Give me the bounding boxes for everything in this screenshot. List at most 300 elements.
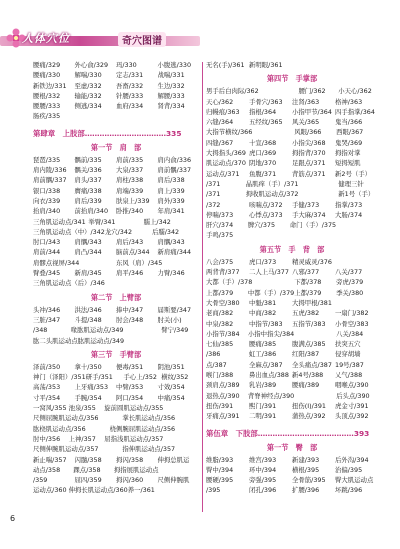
index-entry: 拇收肌运动点/372 xyxy=(245,190,299,199)
index-row xyxy=(206,189,378,199)
index-entry: 横根/395 xyxy=(292,465,320,474)
index-entry: 肩端/339 xyxy=(116,186,144,195)
index-entry: 小腹逃/330 xyxy=(157,61,192,69)
index-entry: 肘口/343 xyxy=(33,238,61,247)
index-row xyxy=(206,138,378,148)
index-entry: 肩内俞/336 xyxy=(157,155,192,164)
index-entry xyxy=(175,424,199,434)
index-entry: 八邪/377 xyxy=(292,268,320,277)
index-entry: 运动点/371 xyxy=(206,169,240,178)
section-heading: 第一节 肩 部 xyxy=(90,142,142,152)
index-entry: 鼻出血点/388 xyxy=(249,371,289,380)
index-entry: 肘关(小) xyxy=(157,315,182,324)
index-entry: 肩柱/338 xyxy=(116,176,144,185)
index-row xyxy=(206,148,378,158)
index-entry: 阿口/354 xyxy=(116,393,144,402)
index-entry xyxy=(259,86,299,96)
index-entry: 小指节/384 xyxy=(206,329,240,338)
index-entry: 后外沟/394 xyxy=(335,455,369,464)
index-entry: 健理三针 xyxy=(338,179,364,188)
index-entry: 解腰/333 xyxy=(157,91,185,100)
index-entry: 屈指浅肌运动点/357 xyxy=(104,434,164,443)
index-row xyxy=(206,339,378,349)
index-entry: 肩前/344 xyxy=(33,248,61,257)
index-row xyxy=(206,455,378,465)
index-entry: 力臂/346 xyxy=(157,269,185,278)
index-entry: 膺痛/338 xyxy=(74,186,102,195)
index-entry: 虎口/369 xyxy=(249,149,277,158)
index-entry: 新2号（手） xyxy=(335,169,372,178)
index-entry: 大都（手）/378 xyxy=(206,278,253,287)
index-entry: 腰痛/329 xyxy=(33,61,61,69)
index-row xyxy=(206,360,378,370)
right-column xyxy=(206,60,378,496)
index-entry: 肩前/335 xyxy=(116,155,144,164)
index-entry: 季关/380 xyxy=(336,288,364,297)
index-row xyxy=(206,465,378,475)
index-entry: 伸拇长肌运动点/360 xyxy=(68,486,128,495)
index-entry: 短拇短肌 xyxy=(335,159,361,168)
index-entry: 全头痛点/387 xyxy=(292,360,332,369)
index-row xyxy=(33,315,199,325)
index-entry xyxy=(298,179,338,189)
index-entry: 两背背/377 xyxy=(206,268,240,277)
index-row xyxy=(33,247,199,257)
index-entry: 肩后/338 xyxy=(157,176,185,185)
index-entry: 手鸣/375 xyxy=(206,231,234,240)
index-entry: 男手后白肉际/362 xyxy=(206,87,259,96)
index-row xyxy=(33,155,199,165)
index-entry: /372 xyxy=(206,200,221,209)
index-row xyxy=(33,475,199,485)
index-entry: 髃关/336 xyxy=(74,166,102,175)
index-row xyxy=(33,175,199,185)
index-entry xyxy=(249,230,292,240)
index-entry: 臂叠/345 xyxy=(33,269,61,278)
index-row xyxy=(206,200,378,210)
index-entry: 肝穴/374 xyxy=(206,221,234,230)
index-row xyxy=(206,158,378,168)
index-entry: 五虎/382 xyxy=(292,309,320,318)
index-entry: 四手指掌/364 xyxy=(335,107,375,116)
index-entry: 肘会/348 xyxy=(116,315,144,324)
index-entry: 拇闪/358 xyxy=(116,455,144,464)
index-entry xyxy=(105,278,136,288)
index-entry: 高荡/353 xyxy=(33,383,61,392)
index-entry: 拇指背/370 xyxy=(292,149,326,158)
index-entry: 头顶点/392 xyxy=(335,412,369,421)
index-row xyxy=(206,127,378,137)
index-entry: 桡侧腕屈肌运动点/356 xyxy=(109,424,176,433)
section-heading: 第四节 手掌部 xyxy=(266,74,318,84)
index-row xyxy=(33,444,199,454)
index-row xyxy=(206,380,378,390)
index-entry: 十宣/368 xyxy=(249,138,277,147)
index-entry: 举臂/341 xyxy=(88,217,116,226)
index-entry xyxy=(162,258,199,268)
index-entry: 臀中/394 xyxy=(206,465,234,474)
index-entry: 全骨筋/395 xyxy=(292,476,326,485)
index-rows xyxy=(206,257,378,422)
index-entry: 大拇指头/369 xyxy=(206,149,246,158)
index-entry: 输能/332 xyxy=(74,91,102,100)
index-entry: 动点/358 xyxy=(33,465,61,474)
index-entry: 肤泉上/339 xyxy=(116,196,150,205)
index-entry: 六缝/364 xyxy=(206,118,234,127)
index-row xyxy=(33,206,199,216)
index-entry xyxy=(124,336,149,346)
column-divider xyxy=(202,62,203,512)
index-entry: 拇指对掌 xyxy=(335,149,361,158)
index-entry: 肩前髃/337 xyxy=(157,166,192,175)
index-entry: 洪法/346 xyxy=(74,305,102,314)
index-entry: 髃前/335 xyxy=(74,155,102,164)
index-entry: 注肾/363 xyxy=(292,97,320,106)
index-rows xyxy=(33,60,199,122)
index-entry: 咽喉点/390 xyxy=(335,381,369,390)
index-row xyxy=(33,165,199,175)
index-entry: 鬼当/366 xyxy=(335,118,363,127)
index-row xyxy=(33,336,199,346)
index-row xyxy=(33,393,199,403)
index-entry: 血府/334 xyxy=(116,102,144,111)
index-entry: 手骨穴/363 xyxy=(249,97,283,106)
left-column xyxy=(33,60,199,496)
index-entry xyxy=(335,230,378,240)
index-entry: 停喘/373 xyxy=(206,210,234,219)
index-entry: 小天心/362 xyxy=(338,87,372,96)
index-entry: 腰门/362 xyxy=(298,87,326,96)
index-entry: 老商/382 xyxy=(206,309,234,318)
index-entry: 咳喘点/372 xyxy=(249,200,283,209)
index-rows xyxy=(33,155,199,289)
index-entry: /371 xyxy=(206,179,221,188)
index-entry: 风关/365 xyxy=(292,118,320,127)
index-entry: 足跟点/371 xyxy=(292,159,326,168)
index-entry xyxy=(294,329,336,339)
index-entry: 运动点/360 xyxy=(33,486,67,495)
index-entry: 银口/338 xyxy=(33,186,61,195)
index-entry: 手心上/352 xyxy=(123,373,157,382)
index-entry: 天心/362 xyxy=(206,97,234,106)
index-entry: 后头点/390 xyxy=(336,391,370,400)
index-entry: 指根/364 xyxy=(249,107,277,116)
index-entry: 肱桡肌运动点/356 xyxy=(33,424,86,433)
index-entry: 大骨空/380 xyxy=(206,298,240,307)
index-entry: 旁虎/379 xyxy=(336,278,364,287)
index-entry: 龙穴/342 xyxy=(104,227,133,236)
index-row xyxy=(206,401,378,411)
index-entry: 生边/332 xyxy=(157,81,185,90)
index-row xyxy=(206,169,378,179)
page-header xyxy=(0,28,200,58)
index-entry xyxy=(75,111,117,121)
index-entry: 小指中指尖/384 xyxy=(247,329,295,338)
index-rows xyxy=(206,86,378,240)
index-entry: 向衣/339 xyxy=(33,196,61,205)
index-row xyxy=(206,86,378,96)
index-row xyxy=(206,298,378,308)
index-row xyxy=(206,220,378,230)
index-entry: 肩凸/344 xyxy=(74,248,102,257)
index-row xyxy=(33,268,199,278)
index-entry: 横纹/352 xyxy=(161,373,189,382)
index-row xyxy=(206,277,378,287)
index-entry: 背脊神经点/390 xyxy=(247,391,295,400)
index-entry: 臑上/342 xyxy=(143,217,171,226)
index-entry: 至虚/332 xyxy=(74,81,102,90)
index-entry: 肩平/346 xyxy=(116,269,144,278)
index-entry: 手健/373 xyxy=(292,200,320,209)
index-entry: 下都/378 xyxy=(294,278,322,287)
index-entry: 解喘/330 xyxy=(74,71,102,80)
index-entry: 鬼哭/369 xyxy=(335,138,363,147)
index-entry: 一窝风/355 xyxy=(33,404,67,413)
index-entry: 19号/387 xyxy=(335,360,364,369)
index-entry: 归幔痕/363 xyxy=(206,107,240,116)
index-row xyxy=(33,81,199,91)
index-entry: 三角肌运动点（后）/346 xyxy=(33,279,105,288)
index-entry xyxy=(116,111,158,121)
index-entry: 坏跳/396 xyxy=(335,486,363,495)
index-entry: 池泉/355 xyxy=(68,404,96,413)
index-entry: 一扇门/382 xyxy=(335,309,369,318)
index-entry: 七仙/385 xyxy=(206,340,234,349)
index-row xyxy=(206,329,378,339)
index-entry xyxy=(163,403,199,413)
index-entry: 脾穴/375 xyxy=(247,221,276,230)
index-entry: 大拇甲根/381 xyxy=(292,298,332,307)
index-entry: 定志/331 xyxy=(116,71,144,80)
index-entry xyxy=(163,485,199,495)
section-heading: 第五节 手 背 部 xyxy=(259,244,325,254)
index-row xyxy=(206,319,378,329)
index-entry: 虎口/373 xyxy=(249,257,277,266)
index-entry xyxy=(123,325,161,335)
index-entry: 小指甲节/364 xyxy=(292,107,332,116)
index-entry: 闭孔/396 xyxy=(249,486,277,495)
index-entry: 神门（泽阳）/351 xyxy=(33,373,86,382)
index-entry: 肠疾/335 xyxy=(33,112,61,121)
index-row xyxy=(206,485,378,495)
index-row xyxy=(33,91,199,101)
index-entry: 肩髃/343 xyxy=(74,238,102,247)
index-row xyxy=(33,217,199,227)
index-entry: 卧推/340 xyxy=(116,207,144,216)
index-entry xyxy=(86,424,110,434)
index-entry: 侵穿胡墙 xyxy=(335,350,361,359)
index-row xyxy=(33,111,199,121)
index-entry: 手腕/354 xyxy=(74,393,102,402)
index-row xyxy=(33,186,199,196)
index-entry: 中魁/381 xyxy=(249,298,277,307)
index-entry: 肩头/337 xyxy=(74,176,102,185)
index-entry: 肩髎点视屏/344 xyxy=(33,258,80,267)
index-entry: 脑前点/344 xyxy=(116,248,150,257)
index-entry: 新肩/345 xyxy=(74,269,102,278)
index-entry xyxy=(168,278,199,288)
index-entry xyxy=(163,434,199,444)
index-entry: 肱二头肌运动点肱肌运动点/349 xyxy=(33,336,125,345)
index-entry: 新铁边/331 xyxy=(33,81,67,90)
index-entry: 伸拇总肌运 xyxy=(157,455,190,464)
index-entry: 尺侧伸腕肌运动点/357 xyxy=(33,445,99,454)
index-entry: 屈四/359 xyxy=(74,476,102,485)
index-row xyxy=(33,196,199,206)
index-entry: 拇指展肌运动点 xyxy=(113,465,159,474)
index-entry: 心悸点/373 xyxy=(249,210,283,219)
index-entry: 玛/330 xyxy=(116,61,137,69)
index-entry: 虎金寸/391 xyxy=(335,401,369,410)
index-entry: 中泉/382 xyxy=(206,319,234,328)
index-entry: 二人上马/377 xyxy=(249,268,289,277)
index-entry: 战喘/331 xyxy=(157,71,185,80)
index-entry: 中都（手）/379 xyxy=(247,288,295,297)
index-entry: 侧逃/334 xyxy=(74,102,102,111)
index-entry: 年肩/341 xyxy=(157,207,185,216)
section-heading: 第三节 手臂部 xyxy=(90,349,142,359)
index-entry: 颈肩点/389 xyxy=(206,381,240,390)
index-row xyxy=(206,60,378,70)
index-row xyxy=(206,107,378,117)
index-entry: 肘中/356 xyxy=(33,434,61,443)
index-entry: /348 xyxy=(33,326,48,335)
chapter-heading: 第伍章 下肢部…………………………………393 xyxy=(206,428,370,438)
index-entry: 环中/394 xyxy=(249,465,277,474)
index-entry: 治偏/395 xyxy=(335,465,363,474)
index-entry: 琵琶/335 xyxy=(33,155,61,164)
index-entry: 腰腰/333 xyxy=(33,102,61,111)
index-entry: 指掌/373 xyxy=(335,200,363,209)
index-entry: 腰痛/385 xyxy=(249,340,277,349)
book-logo: 人体穴位 xyxy=(22,32,70,45)
index-row xyxy=(206,308,378,318)
index-entry: 上神/357 xyxy=(68,434,96,443)
index-row xyxy=(33,258,199,268)
index-row xyxy=(206,257,378,267)
index-entry: 维宫/393 xyxy=(249,455,277,464)
index-row xyxy=(206,267,378,277)
index-entry: 手大麻/374 xyxy=(292,210,326,219)
index-entry: 无名(手)/361 xyxy=(206,61,245,69)
index-row xyxy=(206,117,378,127)
index-entry: 新明眼/361 xyxy=(249,61,283,69)
index-entry: 中痛/354 xyxy=(157,393,185,402)
index-row xyxy=(206,475,378,485)
index-row xyxy=(33,465,199,475)
index-entry xyxy=(292,230,335,240)
index-entry xyxy=(298,189,338,199)
index-entry: 尺侧屈腕肌运动点/356 xyxy=(33,414,99,423)
index-entry: 腹满点/385 xyxy=(292,340,326,349)
index-row xyxy=(33,227,199,237)
index-entry xyxy=(174,336,199,346)
index-row xyxy=(206,288,378,298)
index-entry: 后臑/342 xyxy=(151,227,180,236)
index-entry: /395 xyxy=(206,486,221,495)
index-row xyxy=(33,237,199,247)
index-row xyxy=(33,305,199,315)
index-entry: 虹工/386 xyxy=(249,350,277,359)
index-entry: 八关/384 xyxy=(336,329,364,338)
index-entry: /386 xyxy=(206,350,221,359)
index-row xyxy=(33,101,199,111)
index-entry: 维脂/393 xyxy=(206,455,234,464)
index-entry xyxy=(79,258,116,268)
index-entry: 掌长肌运动点/356 xyxy=(122,414,176,423)
index-entry: 上都/379 xyxy=(206,288,234,297)
index-row xyxy=(33,325,199,335)
index-row xyxy=(206,411,378,421)
index-entry: 四缝/367 xyxy=(206,138,234,147)
index-entry: 尺侧伸腕肌 xyxy=(157,476,190,485)
index-entry: 前抬肩/340 xyxy=(74,207,109,216)
index-rows xyxy=(33,305,199,346)
index-row xyxy=(206,210,378,220)
index-entry: 五经纹/365 xyxy=(249,118,283,127)
index-entry xyxy=(175,413,199,423)
index-row xyxy=(33,60,199,70)
index-entry xyxy=(335,257,378,267)
index-entry: 三脏/347 xyxy=(33,315,61,324)
index-entry: 退热点/390 xyxy=(206,391,240,400)
index-entry: 捧中/347 xyxy=(116,305,144,314)
index-entry: 肩后/339 xyxy=(74,196,102,205)
index-entry: 中臂/353 xyxy=(116,383,144,392)
index-entry xyxy=(335,60,378,70)
index-row xyxy=(33,424,199,434)
index-entry: 扭伤(I)/391 xyxy=(292,401,327,410)
index-entry: 肩外/339 xyxy=(157,196,185,205)
index-entry: 腰根/332 xyxy=(33,91,61,100)
section-heading: 第一节 臀 部 xyxy=(266,442,318,452)
index-row xyxy=(33,372,199,382)
index-entry: 肩上/339 xyxy=(157,186,185,195)
index-entry: 大泉/337 xyxy=(116,166,144,175)
index-entry: 八关/377 xyxy=(335,268,363,277)
index-entry: 五指节/383 xyxy=(292,319,326,328)
index-entry: 新1号（手） xyxy=(338,190,375,199)
index-entry: 鱼腹/371 xyxy=(249,169,277,178)
index-row xyxy=(33,278,199,288)
index-entry: 肩后/343 xyxy=(116,238,144,247)
index-entry: 大肠/374 xyxy=(335,210,363,219)
index-row xyxy=(33,70,199,80)
index-entry: 扩腰/396 xyxy=(292,486,320,495)
index-entry: 风眼/366 xyxy=(294,128,322,137)
index-entry: 抬肩/340 xyxy=(33,207,61,216)
index-row xyxy=(206,370,378,380)
index-entry: 踝点/358 xyxy=(73,465,101,474)
section-heading: 第二节 上臂部 xyxy=(90,292,142,302)
index-row xyxy=(33,485,199,495)
index-rows xyxy=(206,60,378,70)
index-entry: /359 xyxy=(33,476,48,485)
index-entry: 便毒/351 xyxy=(116,362,144,371)
index-entry: 三角肌运动点/341 xyxy=(33,217,86,226)
index-entry xyxy=(158,111,200,121)
index-entry: 新4号/388 xyxy=(292,371,324,380)
index-entry: 扭伤/391 xyxy=(206,401,234,410)
index-entry: 旋前圆肌运动点/355 xyxy=(104,404,164,413)
index-entry: 喙肱肌运动点/349 xyxy=(70,326,124,335)
index-entry: 腰痛/330 xyxy=(33,71,61,80)
index-row xyxy=(33,413,199,423)
index-entry xyxy=(292,60,335,70)
index-entry: 东风（肩）/345 xyxy=(116,258,163,267)
index-entry: 红阳/387 xyxy=(292,350,320,359)
index-entry: 格神/363 xyxy=(335,97,363,106)
